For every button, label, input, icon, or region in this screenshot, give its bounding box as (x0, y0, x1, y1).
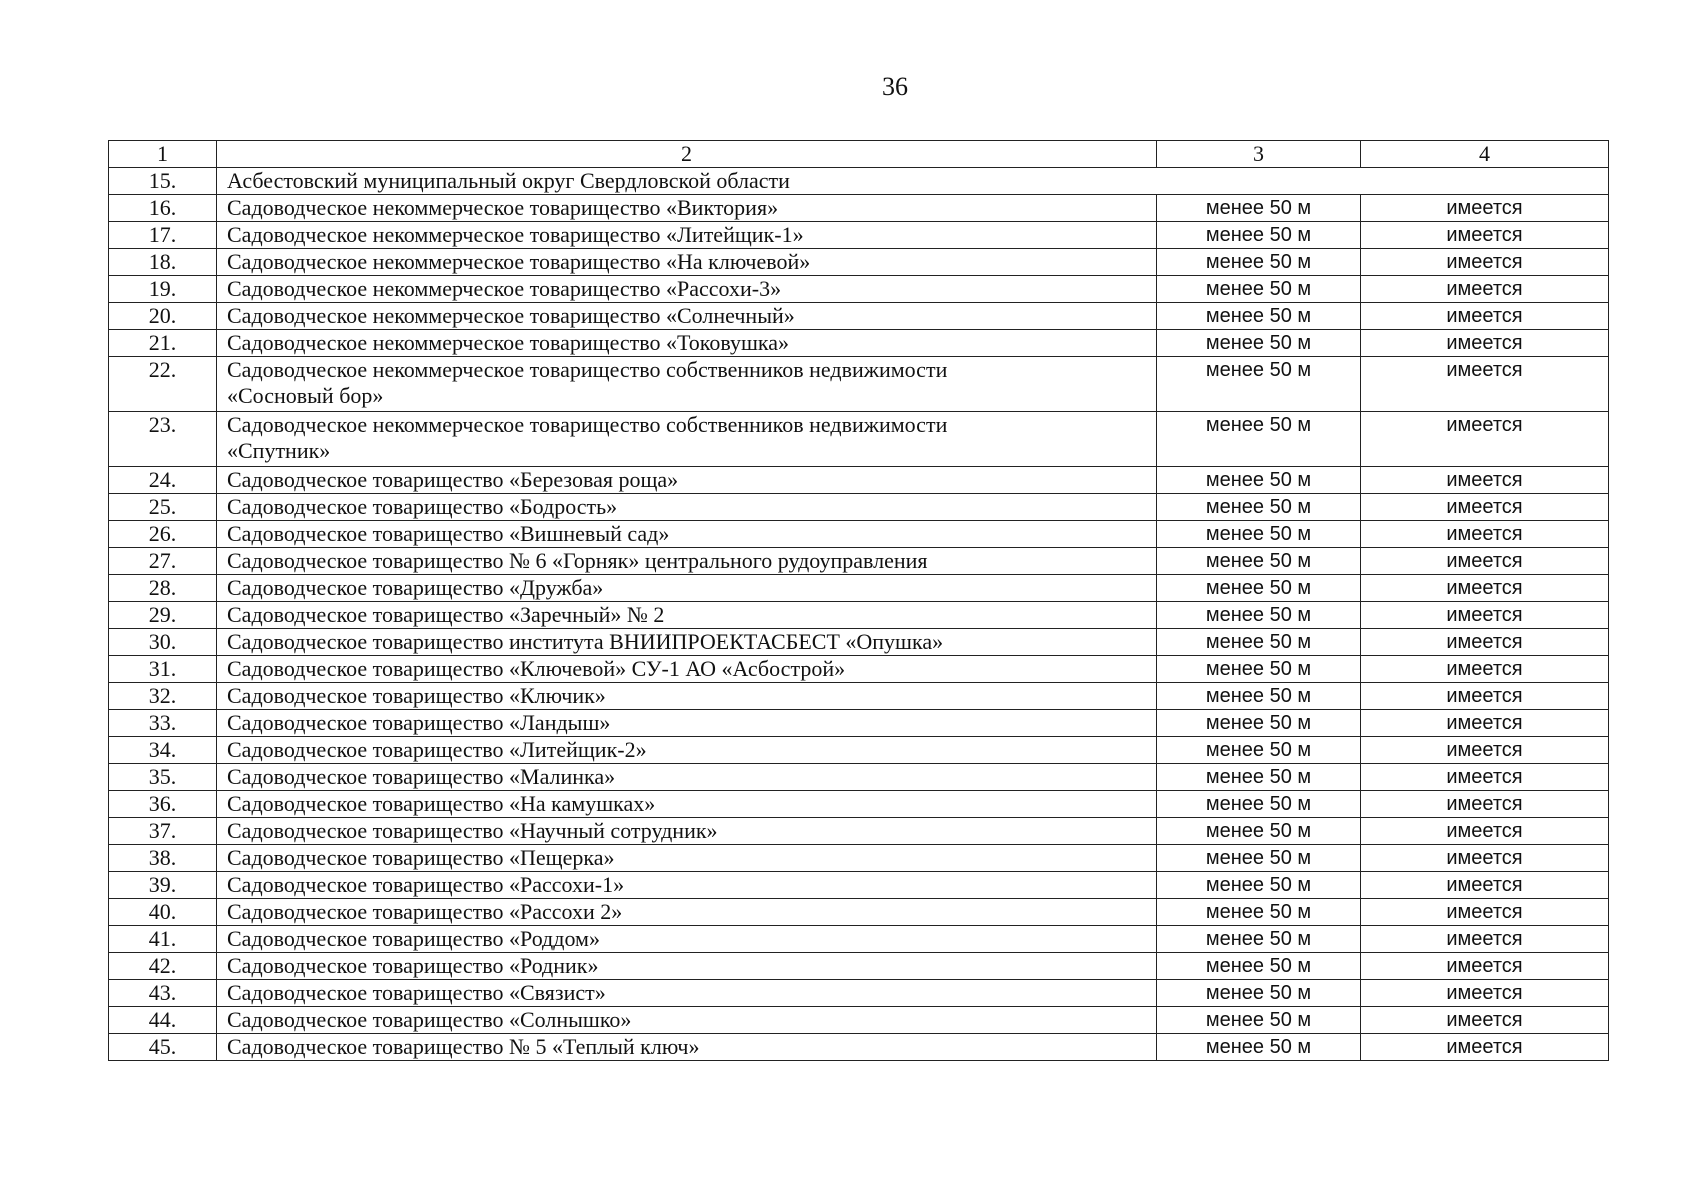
row-name (217, 602, 1157, 629)
row-distance: менее 50 м (1157, 683, 1361, 710)
row-name-line: Садоводческое товарищество «Бодрость» (227, 494, 618, 519)
row-name-line: «Сосновый бор» (227, 383, 384, 408)
row-number: 40. (109, 899, 217, 926)
table-row (109, 737, 1609, 764)
row-name (217, 249, 1157, 276)
row-name (217, 764, 1157, 791)
row-status: имеется (1361, 710, 1609, 737)
row-distance: менее 50 м (1157, 575, 1361, 602)
table-row (109, 710, 1609, 737)
row-distance: менее 50 м (1157, 818, 1361, 845)
row-status: имеется (1361, 222, 1609, 249)
row-status: имеется (1361, 926, 1609, 953)
table-row (109, 494, 1609, 521)
row-name (217, 683, 1157, 710)
row-number: 31. (109, 656, 217, 683)
table-row (109, 683, 1609, 710)
row-number: 34. (109, 737, 217, 764)
row-name (217, 845, 1157, 872)
row-distance: менее 50 м (1157, 357, 1361, 412)
table-row (109, 467, 1609, 494)
row-number: 23. (109, 412, 217, 467)
row-distance: менее 50 м (1157, 222, 1361, 249)
row-number: 41. (109, 926, 217, 953)
row-distance: менее 50 м (1157, 764, 1361, 791)
row-name (217, 872, 1157, 899)
row-name-line: Садоводческое некоммерческое товарищество «На ключевой» (227, 249, 811, 274)
table-row (109, 656, 1609, 683)
row-distance: менее 50 м (1157, 629, 1361, 656)
row-distance: менее 50 м (1157, 791, 1361, 818)
row-name-line: Садоводческое товарищество «Связист» (227, 980, 606, 1005)
row-distance: менее 50 м (1157, 303, 1361, 330)
row-name-line: Садоводческое товарищество «Рассохи-1» (227, 872, 625, 897)
row-status: имеется (1361, 521, 1609, 548)
row-name-line: Садоводческое товарищество «Малинка» (227, 764, 616, 789)
table-row (109, 980, 1609, 1007)
row-distance: менее 50 м (1157, 737, 1361, 764)
row-distance: менее 50 м (1157, 656, 1361, 683)
table-row (109, 249, 1609, 276)
row-name (217, 357, 1157, 412)
row-status: имеется (1361, 899, 1609, 926)
row-name-line: Садоводческое товарищество института ВНИИПРОЕКТАСБЕСТ «Опушка» (227, 629, 944, 654)
row-name-line: Садоводческое товарищество «Ключевой» СУ-1 АО «Асбострой» (227, 656, 846, 681)
table-row (109, 521, 1609, 548)
row-distance: менее 50 м (1157, 899, 1361, 926)
row-status: имеется (1361, 629, 1609, 656)
row-number: 42. (109, 953, 217, 980)
row-number: 45. (109, 1034, 217, 1061)
row-number: 37. (109, 818, 217, 845)
row-status: имеется (1361, 494, 1609, 521)
row-distance: менее 50 м (1157, 276, 1361, 303)
row-name-line: Садоводческое товарищество «Научный сотрудник» (227, 818, 718, 843)
row-name (217, 303, 1157, 330)
row-number: 19. (109, 276, 217, 303)
table-row (109, 818, 1609, 845)
row-name-line: Садоводческое товарищество «Вишневый сад» (227, 521, 670, 546)
row-number: 20. (109, 303, 217, 330)
row-distance: менее 50 м (1157, 602, 1361, 629)
row-status: имеется (1361, 683, 1609, 710)
table-row (109, 303, 1609, 330)
row-name (217, 818, 1157, 845)
row-distance: менее 50 м (1157, 548, 1361, 575)
row-distance: менее 50 м (1157, 980, 1361, 1007)
row-name (217, 548, 1157, 575)
column-header-2: 2 (217, 141, 1157, 168)
page-number: 36 (882, 72, 908, 101)
row-distance: менее 50 м (1157, 1007, 1361, 1034)
row-distance: менее 50 м (1157, 710, 1361, 737)
row-name-line: Садоводческое товарищество «Ключик» (227, 683, 606, 708)
row-name (217, 330, 1157, 357)
table-row (109, 357, 1609, 412)
row-name (217, 899, 1157, 926)
table-row (109, 845, 1609, 872)
row-status: имеется (1361, 845, 1609, 872)
row-distance: менее 50 м (1157, 953, 1361, 980)
table-row (109, 412, 1609, 467)
row-number: 26. (109, 521, 217, 548)
row-distance: менее 50 м (1157, 845, 1361, 872)
row-distance: менее 50 м (1157, 926, 1361, 953)
row-number: 38. (109, 845, 217, 872)
row-number: 22. (109, 357, 217, 412)
row-name (217, 791, 1157, 818)
row-name-line: Садоводческое товарищество «Роддом» (227, 926, 600, 951)
table-row (109, 276, 1609, 303)
row-name (217, 195, 1157, 222)
row-number: 29. (109, 602, 217, 629)
row-name-line: «Спутник» (227, 438, 331, 463)
table-row (109, 330, 1609, 357)
row-number: 27. (109, 548, 217, 575)
table-body (109, 168, 1609, 1061)
row-status: имеется (1361, 330, 1609, 357)
row-name-line: Садоводческое товарищество «На камушках» (227, 791, 656, 816)
row-name-line: Садоводческое некоммерческое товарищество «Токовушка» (227, 330, 790, 355)
table-row (109, 899, 1609, 926)
row-status: имеется (1361, 764, 1609, 791)
row-number: 16. (109, 195, 217, 222)
row-distance: менее 50 м (1157, 1034, 1361, 1061)
row-status: имеется (1361, 1034, 1609, 1061)
section-number: 15. (109, 168, 217, 195)
row-name (217, 1007, 1157, 1034)
row-number: 39. (109, 872, 217, 899)
row-number: 35. (109, 764, 217, 791)
column-header-1: 1 (109, 141, 217, 168)
row-name (217, 494, 1157, 521)
row-name-line: Садоводческое товарищество «Березовая роща» (227, 467, 679, 492)
row-name (217, 629, 1157, 656)
section-row (109, 168, 1609, 195)
row-status: имеется (1361, 818, 1609, 845)
row-distance: менее 50 м (1157, 521, 1361, 548)
row-status: имеется (1361, 467, 1609, 494)
table-row (109, 953, 1609, 980)
row-number: 28. (109, 575, 217, 602)
row-name-line: Садоводческое некоммерческое товарищество собственников недвижимости (227, 412, 948, 437)
row-name (217, 953, 1157, 980)
column-header-4: 4 (1361, 141, 1609, 168)
row-number: 43. (109, 980, 217, 1007)
row-status: имеется (1361, 1007, 1609, 1034)
table-row (109, 602, 1609, 629)
row-distance: менее 50 м (1157, 872, 1361, 899)
row-status: имеется (1361, 276, 1609, 303)
row-name (217, 276, 1157, 303)
row-status: имеется (1361, 249, 1609, 276)
row-name (217, 926, 1157, 953)
row-name-line: Садоводческое товарищество «Солнышко» (227, 1007, 632, 1032)
table-header-row (109, 141, 1609, 168)
row-distance: менее 50 м (1157, 467, 1361, 494)
row-name (217, 575, 1157, 602)
row-number: 25. (109, 494, 217, 521)
row-name-line: Садоводческое товарищество «Пещерка» (227, 845, 615, 870)
table-row (109, 1034, 1609, 1061)
row-name (217, 467, 1157, 494)
row-number: 30. (109, 629, 217, 656)
row-status: имеется (1361, 791, 1609, 818)
row-status: имеется (1361, 195, 1609, 222)
row-number: 32. (109, 683, 217, 710)
row-status: имеется (1361, 656, 1609, 683)
row-number: 44. (109, 1007, 217, 1034)
row-status: имеется (1361, 737, 1609, 764)
row-distance: менее 50 м (1157, 412, 1361, 467)
row-status: имеется (1361, 412, 1609, 467)
table-row (109, 629, 1609, 656)
table-row (109, 791, 1609, 818)
table-row (109, 222, 1609, 249)
row-number: 21. (109, 330, 217, 357)
row-name-line: Садоводческое товарищество «Дружба» (227, 575, 604, 600)
row-name (217, 1034, 1157, 1061)
row-status: имеется (1361, 980, 1609, 1007)
row-distance: менее 50 м (1157, 195, 1361, 222)
row-number: 36. (109, 791, 217, 818)
settlements-table (108, 140, 1609, 1061)
row-status: имеется (1361, 357, 1609, 412)
row-status: имеется (1361, 602, 1609, 629)
table-row (109, 764, 1609, 791)
row-number: 33. (109, 710, 217, 737)
table-row (109, 926, 1609, 953)
row-name-line: Садоводческое некоммерческое товарищество «Литейщик-1» (227, 222, 804, 247)
row-status: имеется (1361, 575, 1609, 602)
row-number: 17. (109, 222, 217, 249)
row-name (217, 737, 1157, 764)
row-name-line: Садоводческое товарищество «Заречный» № 2 (227, 602, 665, 627)
row-name (217, 412, 1157, 467)
row-distance: менее 50 м (1157, 494, 1361, 521)
row-status: имеется (1361, 548, 1609, 575)
row-number: 24. (109, 467, 217, 494)
row-distance: менее 50 м (1157, 330, 1361, 357)
row-name-line: Садоводческое товарищество № 5 «Теплый ключ» (227, 1034, 700, 1059)
row-name (217, 710, 1157, 737)
table-row (109, 872, 1609, 899)
table-row (109, 548, 1609, 575)
table-row (109, 1007, 1609, 1034)
row-name (217, 656, 1157, 683)
row-name-line: Садоводческое товарищество № 6 «Горняк» центрального рудоуправления (227, 548, 928, 573)
section-title: Асбестовский муниципальный округ Свердловской области (217, 168, 1609, 195)
row-status: имеется (1361, 303, 1609, 330)
row-distance: менее 50 м (1157, 249, 1361, 276)
row-name-line: Садоводческое товарищество «Рассохи 2» (227, 899, 623, 924)
row-name (217, 222, 1157, 249)
row-name-line: Садоводческое некоммерческое товарищество «Солнечный» (227, 303, 795, 328)
row-name-line: Садоводческое товарищество «Литейщик-2» (227, 737, 647, 762)
column-header-3: 3 (1157, 141, 1361, 168)
table-row (109, 575, 1609, 602)
row-name-line: Садоводческое некоммерческое товарищество «Рассохи-3» (227, 276, 782, 301)
row-name-line: Садоводческое товарищество «Родник» (227, 953, 599, 978)
row-status: имеется (1361, 953, 1609, 980)
row-number: 18. (109, 249, 217, 276)
row-status: имеется (1361, 872, 1609, 899)
row-name-line: Садоводческое товарищество «Ландыш» (227, 710, 611, 735)
row-name (217, 980, 1157, 1007)
row-name-line: Садоводческое некоммерческое товарищество «Виктория» (227, 195, 779, 220)
row-name-line: Садоводческое некоммерческое товарищество собственников недвижимости (227, 357, 948, 382)
table-row (109, 195, 1609, 222)
row-name (217, 521, 1157, 548)
